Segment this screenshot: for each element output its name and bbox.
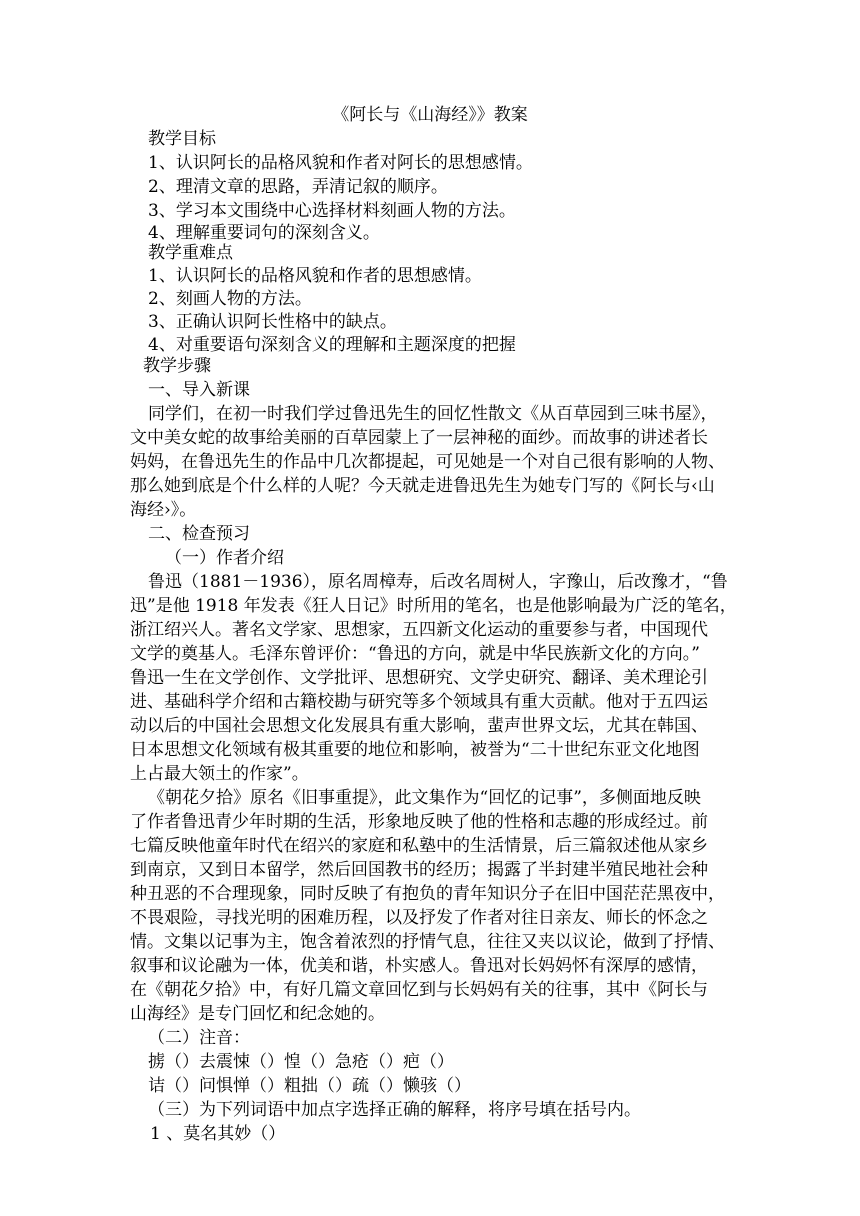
author-line: 日本思想文化领域有极其重要的地位和影响，被誉为“二十世纪东亚文化地图 [130,740,700,760]
book-line: 种丑恶的不合理现象，同时反映了有抱负的青年知识分子在旧中国茫茫黑夜中， [130,884,725,904]
pinyin-heading: （二）注音： [148,1028,250,1048]
step2-heading: 二、检查预习 [148,524,250,544]
pinyin-line: 掳（）去震悚（）惶（）急疮（）疤（） [148,1052,454,1072]
author-line: 进、基础科学介绍和古籍校勘与研究等多个领域具有重大贡献。他对于五四运 [130,692,708,712]
book-line: 《朝花夕拾》原名《旧事重提》，此文集作为“回忆的记事”，多侧面地反映 [148,788,701,808]
pinyin-line: 诘（）问惧惮（）粗拙（）疏（）懒骇（） [148,1076,471,1096]
steps-heading: 教学步骤 [143,356,211,376]
exercise-item: 1 、莫名其妙（） [150,1124,286,1144]
author-line: 鲁迅（1881－1936），原名周樟寿，后改名周树人，字豫山，后改豫才，“鲁 [148,572,728,592]
author-heading: （一）作者介绍 [165,548,284,568]
author-line: 浙江绍兴人。著名文学家、思想家，五四新文化运动的重要参与者，中国现代 [130,620,708,640]
author-line: 迅”是他 1918 年发表《狂人日记》时所用的笔名，也是他影响最为广泛的笔名， [130,596,737,616]
key-point-item: 2、刻画人物的方法。 [148,289,312,309]
key-point-item: 1、认识阿长的品格风貌和作者的思想感情。 [148,266,482,286]
intro-line: 妈妈，在鲁迅先生的作品中几次都提起，可见她是一个对自己很有影响的人物、 [130,452,725,472]
author-line: 动以后的中国社会思想文化发展具有重大影响，蜚声世界文坛，尤其在韩国、 [130,716,708,736]
intro-line: 那么她到底是个什么样的人呢？今天就走进鲁迅先生为她专门写的《阿长与‹山 [130,476,715,496]
book-line: 山海经》是专门回忆和纪念她的。 [130,1004,385,1024]
key-points-heading: 教学重难点 [148,243,233,263]
document-title: 《阿长与《山海经》》教案 [332,105,528,125]
author-line: 上占最大领土的作家”。 [130,764,309,784]
goal-item: 3、学习本文围绕中心选择材料刻画人物的方法。 [148,201,516,221]
book-line: 到南京，又到日本留学，然后回国教书的经历；揭露了半封建半殖民地社会种 [130,860,708,880]
author-line: 文学的奠基人。毛泽东曾评价：“鲁迅的方向，就是中华民族新文化的方向。” [130,644,700,664]
intro-line: 文中美女蛇的故事给美丽的百草园蒙上了一层神秘的面纱。而故事的讲述者长 [130,428,708,448]
author-line: 鲁迅一生在文学创作、文学批评、思想研究、文学史研究、翻译、美术理论引 [130,668,708,688]
book-line: 在《朝花夕拾》中，有好几篇文章回忆到与长妈妈有关的往事，其中《阿长与 [130,980,708,1000]
book-line: 不畏艰险，寻找光明的困难历程，以及抒发了作者对往日亲友、师长的怀念之 [130,908,708,928]
goal-item: 4、理解重要词句的深刻含义。 [148,223,380,243]
key-point-item: 4、对重要语句深刻含义的理解和主题深度的把握 [148,335,516,355]
goal-item: 2、理清文章的思路，弄清记叙的顺序。 [148,177,448,197]
book-line: 了作者鲁迅青少年时期的生活，形象地反映了他的性格和志趣的形成经过。前 [130,812,708,832]
intro-line: 海经›》。 [130,500,197,520]
step1-heading: 一、导入新课 [148,380,250,400]
intro-line: 同学们，在初一时我们学过鲁迅先生的回忆性散文《从百草园到三味书屋》， [148,404,718,424]
exercise-heading: （三）为下列词语中加点字选择正确的解释，将序号填在括号内。 [148,1100,641,1120]
goal-item: 1、认识阿长的品格风貌和作者对阿长的思想感情。 [148,153,533,173]
book-line: 叙事和议论融为一体，优美和谐，朴实感人。鲁迅对长妈妈怀有深厚的感情， [130,956,708,976]
goals-heading: 教学目标 [148,129,216,149]
book-line: 七篇反映他童年时代在绍兴的家庭和私塾中的生活情景，后三篇叙述他从家乡 [130,836,708,856]
key-point-item: 3、正确认识阿长性格中的缺点。 [148,312,397,332]
book-line: 情。文集以记事为主，饱含着浓烈的抒情气息，往往又夹以议论，做到了抒情、 [130,932,725,952]
